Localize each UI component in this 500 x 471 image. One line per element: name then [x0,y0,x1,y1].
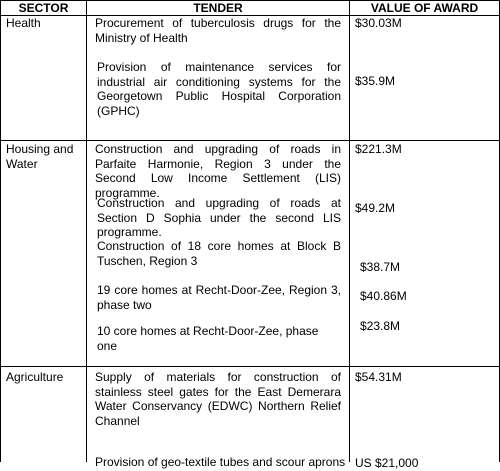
tender-housing-5: 10 core homes at Recht-Door-Zee, phase one [97,324,319,353]
sector-agriculture: Agriculture [6,370,64,384]
tender-health-1: Procurement of tuberculosis drugs for the Ministry of Health [95,16,341,45]
tender-housing-4: 19 core homes at Recht-Door-Zee, Region 3, phase two [97,283,341,312]
sector-housing-water: Housing and Water [6,142,74,171]
row-divider-health [0,140,500,141]
header-sector: SECTOR [18,1,69,15]
value-housing-2: $49.2M [355,201,396,215]
column-divider-tender [349,0,350,462]
table-border-left [0,0,1,462]
sector-health: Health [6,16,41,30]
value-housing-5: $23.8M [360,319,401,333]
tender-housing-1: Construction and upgrading of roads in Parfaite Harmonie, Region 3 under the Second Low Income Settlement (LIS) programme. [95,142,341,200]
value-health-2: $35.9M [355,74,396,88]
row-divider-housing [0,366,500,367]
value-health-1: $30.03M [355,16,402,30]
value-housing-1: $221.3M [355,142,402,156]
tender-agriculture-1: Supply of materials for construction of stainless steel gates for the East Demerara Water Conservancy (EDWC) Northern Relief Channel [95,370,341,428]
column-divider-sector [86,0,87,462]
value-housing-4: $40.86M [360,289,407,303]
tender-housing-3: Construction of 18 core homes at Block B Tuschen, Region 3 [97,239,341,268]
tender-agriculture-2: Provision of geo-textile tubes and scour aprons [95,455,346,469]
tender-housing-2: Construction and upgrading of roads at Section D Sophia under the second LIS programme. [97,196,341,240]
value-agriculture-1: $54.31M [355,370,402,384]
value-agriculture-2: US $21,000 [355,456,419,470]
value-housing-3: $38.7M [360,260,401,274]
header-tender: TENDER [193,1,243,15]
tender-health-2: Provision of maintenance services for industrial air conditioning systems for the Georgetown Public Hospital Corporation (GPHC) [97,60,341,118]
header-value: VALUE OF AWARD [370,1,479,15]
